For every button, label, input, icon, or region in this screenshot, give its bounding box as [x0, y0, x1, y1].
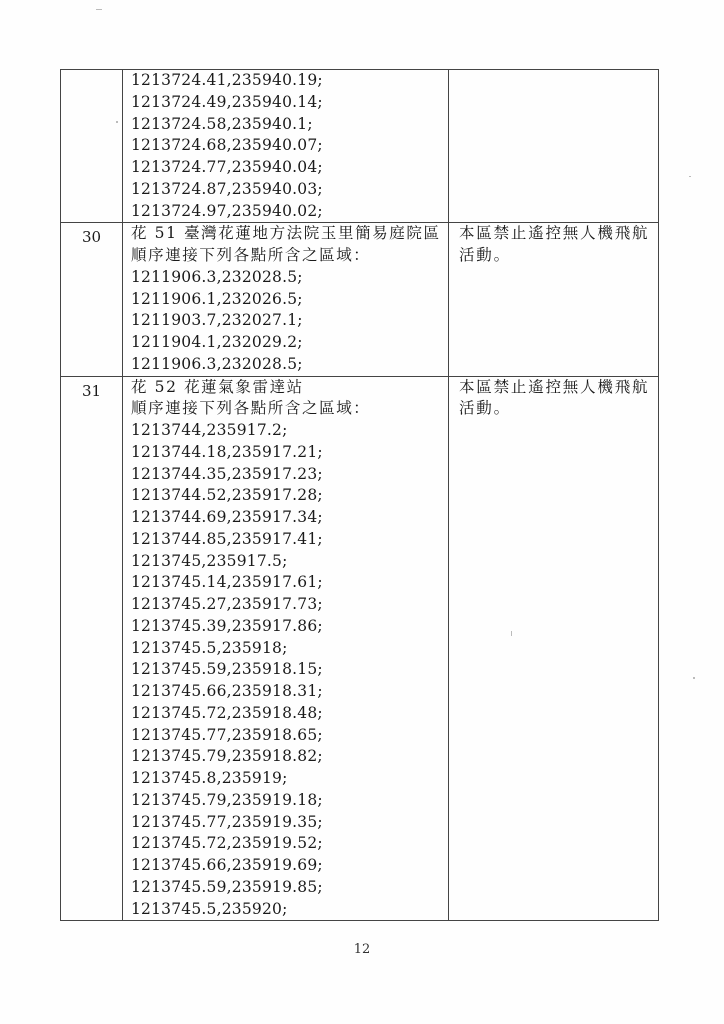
area-title: 花 52 花蓮氣象雷達站 — [131, 377, 304, 396]
coordinate-line: 1213744,235917.2; — [131, 421, 288, 439]
coordinate-line: 1213745.66,235918.31; — [131, 682, 323, 700]
coordinate-line: 1213745.72,235918.48; — [131, 703, 323, 722]
coordinate-line: 1213744.35,235917.23; — [131, 464, 323, 483]
coordinate-line: 1213745.39,235917.86; — [131, 616, 323, 635]
note-line: 活動。 — [459, 246, 511, 264]
coordinate-line: 1213744.69,235917.34; — [131, 508, 323, 526]
table-row — [61, 376, 659, 921]
note-line: 本區禁止遙控無人機飛航 — [459, 377, 650, 396]
coordinate-line: 1213745.72,235919.52; — [131, 834, 323, 853]
note-cell — [449, 223, 659, 376]
coordinate-line: 1213745.59,235919.85; — [131, 877, 323, 896]
scan-speck — [689, 176, 691, 177]
scan-speck — [693, 677, 695, 679]
coordinate-line: 1213745.77,235918.65; — [131, 725, 323, 744]
coordinate-line: 1213724.97,235940.02; — [131, 201, 323, 220]
coordinate-line: 1213724.68,235940.07; — [131, 136, 323, 155]
scan-speck — [96, 9, 102, 10]
coordinate-line: 1213745.79,235918.82; — [131, 747, 323, 766]
row-number-text: 31 — [81, 381, 102, 400]
coordinate-line: 1211903.7,232027.1; — [131, 311, 303, 330]
note-line: 本區禁止遙控無人機飛航 — [459, 224, 650, 243]
note-cell — [449, 376, 659, 921]
coordinate-line: 1213745.14,235917.61; — [131, 573, 323, 592]
note-cell — [449, 70, 659, 223]
coordinate-line: 1213724.77,235940.04; — [131, 158, 323, 176]
table-row — [61, 70, 659, 223]
coordinate-line: 1213745.79,235919.18; — [131, 790, 323, 809]
coordinate-line: 1213724.58,235940.1; — [131, 114, 313, 133]
area-instruction: 順序連接下列各點所含之區域： — [131, 246, 371, 264]
coordinate-line: 1211906.1,232026.5; — [131, 289, 303, 308]
coordinate-line: 1213744.85,235917.41; — [131, 529, 323, 548]
coordinate-line: 1213745.5,235920; — [131, 899, 288, 918]
area-description-cell — [123, 70, 449, 223]
coordinate-line: 1213745.8,235919; — [131, 769, 288, 787]
row-number — [61, 223, 123, 376]
coordinate-line: 1211904.1,232029.2; — [131, 333, 303, 351]
coordinate-line: 1213744.18,235917.21; — [131, 442, 323, 461]
scan-speck — [116, 121, 118, 123]
area-instruction: 順序連接下列各點所含之區域： — [131, 399, 371, 418]
coordinate-line: 1213744.52,235917.28; — [131, 486, 323, 505]
coordinate-line: 1211906.3,232028.5; — [131, 354, 303, 373]
coordinate-line: 1213724.87,235940.03; — [131, 179, 323, 198]
coordinate-line: 1213724.41,235940.19; — [131, 71, 323, 89]
table-row — [61, 223, 659, 376]
row-number — [61, 376, 123, 921]
coordinate-line: 1213745.59,235918.15; — [131, 660, 323, 679]
row-number — [61, 70, 123, 223]
coordinate-line: 1213745.66,235919.69; — [131, 856, 323, 874]
row-number-text: 30 — [81, 228, 102, 247]
coordinate-line: 1213745,235917.5; — [131, 551, 288, 570]
area-description-cell — [123, 376, 449, 921]
scan-speck — [511, 631, 512, 636]
restricted-area-table — [60, 69, 659, 921]
page-number: 12 — [353, 942, 371, 957]
coordinate-line: 1213724.49,235940.14; — [131, 92, 323, 111]
coordinate-line: 1213745.5,235918; — [131, 638, 288, 657]
coordinate-line: 1213745.27,235917.73; — [131, 595, 323, 613]
note-line: 活動。 — [459, 399, 511, 418]
area-title: 花 51 臺灣花蓮地方法院玉里簡易庭院區 — [131, 224, 441, 243]
area-description-cell — [123, 223, 449, 376]
coordinate-line: 1213745.77,235919.35; — [131, 812, 323, 831]
coordinate-line: 1211906.3,232028.5; — [131, 267, 303, 286]
